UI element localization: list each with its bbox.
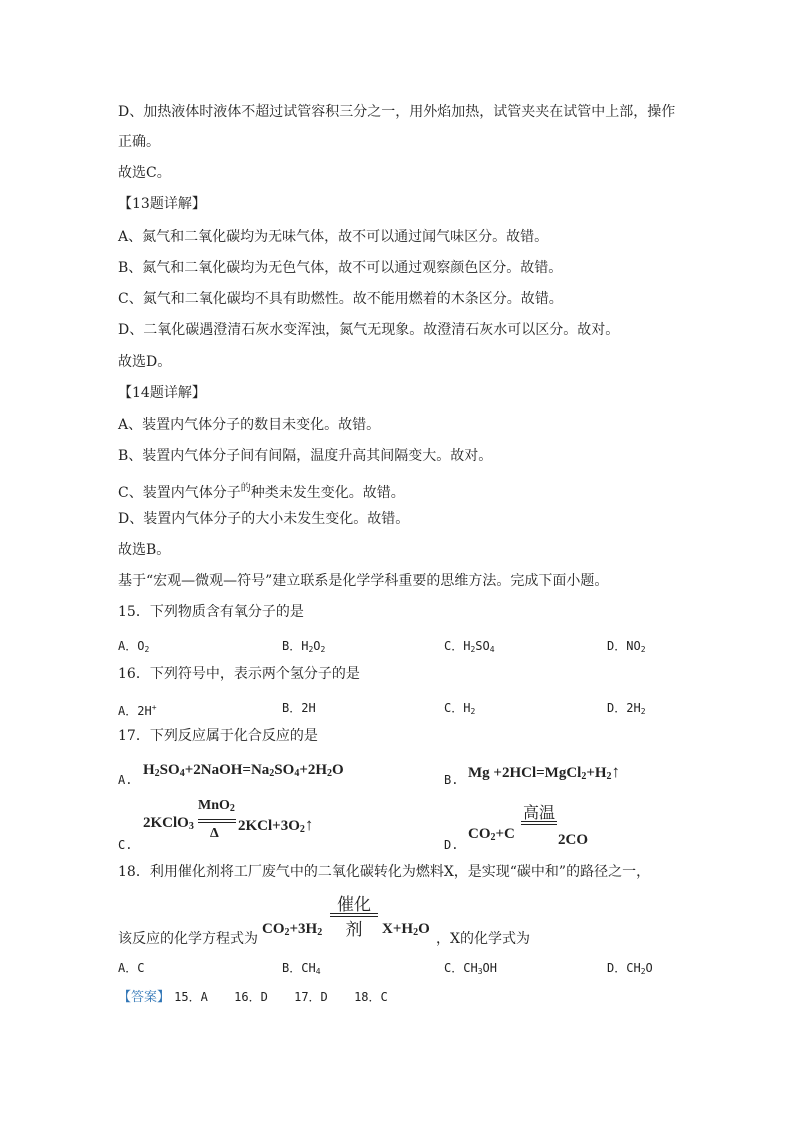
superscript: + bbox=[151, 703, 157, 712]
option-text: SO bbox=[475, 639, 490, 653]
subscript: 2 bbox=[269, 768, 275, 779]
formula-part: MnO bbox=[198, 798, 230, 813]
subscript: 2 bbox=[229, 803, 235, 814]
question-15: 15．下列物质含有氧分子的是 bbox=[118, 604, 304, 620]
text-line: B、装置内气体分子间有间隔，温度升高其间隔变大。故对。 bbox=[118, 448, 493, 464]
text-line bbox=[118, 479, 405, 503]
text-line: D、装置内气体分子的大小未发生变化。故错。 bbox=[118, 511, 410, 527]
subscript: 2 bbox=[284, 927, 290, 938]
option-text: O bbox=[645, 961, 653, 975]
q18-option-c bbox=[444, 960, 497, 980]
formula-part: +H bbox=[586, 765, 607, 781]
q15-option-b bbox=[282, 638, 325, 658]
formula-part: SO bbox=[159, 762, 180, 778]
answer-item: 17．D bbox=[294, 990, 328, 1004]
q17-option-c-left bbox=[143, 815, 194, 832]
subscript: 2 bbox=[317, 927, 323, 938]
formula-part: 2KClO bbox=[143, 815, 189, 831]
q16-option-a bbox=[118, 700, 157, 719]
text-line: B、氮气和二氧化碳均为无色气体，故不可以通过观察颜色区分。故错。 bbox=[118, 260, 563, 276]
q17-option-c-catalyst bbox=[198, 798, 235, 814]
formula-part: +2NaOH=Na bbox=[184, 762, 270, 778]
option-text: D．NO bbox=[607, 639, 641, 653]
q15-option-d bbox=[607, 638, 646, 658]
formula-part: 2KCl+3O bbox=[238, 818, 300, 834]
formula-part: +C bbox=[495, 826, 515, 842]
question-18: 18．利用催化剂将工厂废气中的二氧化碳转化为燃料X，是实现“碳中和”的路径之一， bbox=[118, 864, 651, 880]
q17-option-a-equation bbox=[143, 762, 344, 779]
subscript: 2 bbox=[413, 927, 419, 938]
subscript: 2 bbox=[581, 771, 587, 782]
formula-part: CO bbox=[468, 826, 491, 842]
formula-part: SO bbox=[274, 762, 295, 778]
formula-part: H bbox=[143, 762, 155, 778]
q17-option-d-right: 2CO bbox=[558, 832, 588, 848]
answer-item: 15．A bbox=[174, 990, 208, 1004]
option-text: A．2H bbox=[118, 704, 152, 718]
formula-part: O bbox=[332, 762, 344, 778]
subscript: 2 bbox=[640, 967, 646, 976]
subscript: 4 bbox=[489, 645, 495, 654]
q18-equation-right bbox=[382, 921, 430, 938]
question-17: 17．下列反应属于化合反应的是 bbox=[118, 728, 318, 744]
q18-equation-left bbox=[262, 921, 322, 938]
text-line: 该反应的化学方程式为 bbox=[118, 931, 258, 947]
q18-option-b bbox=[282, 960, 321, 980]
equals-bar-top bbox=[521, 821, 557, 822]
subscript: 2 bbox=[154, 768, 160, 779]
subscript: 2 bbox=[144, 645, 150, 654]
subscript: 2 bbox=[327, 768, 333, 779]
equals-bar-bottom bbox=[521, 824, 557, 825]
option-text: D．2H bbox=[607, 701, 641, 715]
q16-option-c bbox=[444, 700, 475, 720]
equals-bar-top bbox=[330, 913, 378, 914]
q17-option-d-label: D. bbox=[444, 838, 459, 852]
section-heading-q14: 【14题详解】 bbox=[118, 385, 206, 401]
equals-bar-bottom bbox=[198, 822, 236, 823]
q17-option-c-right bbox=[238, 815, 313, 835]
answer-line bbox=[118, 987, 388, 1008]
option-text: C．CH bbox=[444, 961, 478, 975]
option-text: D．CH bbox=[607, 961, 641, 975]
text-fragment: C、装置内气体分子 bbox=[118, 485, 241, 501]
subscript: 2 bbox=[640, 645, 646, 654]
option-text: C．H bbox=[444, 701, 471, 715]
text-line: 故选C。 bbox=[118, 165, 171, 181]
text-line: 故选D。 bbox=[118, 354, 172, 370]
option-text: B．CH bbox=[282, 961, 316, 975]
option-text: A．C bbox=[118, 961, 145, 975]
subscript: 2 bbox=[490, 832, 496, 843]
text-fragment: 种类未发生变化。故错。 bbox=[250, 485, 405, 501]
text-line: ，X的化学式为 bbox=[436, 931, 530, 947]
section-heading-q13: 【13题详解】 bbox=[118, 196, 206, 212]
subscript: 4 bbox=[294, 768, 300, 779]
heat-symbol: Δ bbox=[210, 826, 219, 841]
text-line: 故选B。 bbox=[118, 542, 171, 558]
q15-option-a bbox=[118, 638, 149, 658]
answer-label: 【答案】 bbox=[118, 990, 171, 1005]
text-line: A、装置内气体分子的数目未变化。故错。 bbox=[118, 417, 381, 433]
subscript: 2 bbox=[320, 645, 326, 654]
q17-option-b-equation bbox=[468, 762, 620, 782]
text-line: D、加热液体时液体不超过试管容积三分之一，用外焰加热，试管夹夹在试管中上部，操作 bbox=[118, 104, 676, 120]
q18-option-d bbox=[607, 960, 653, 980]
formula-part: CO bbox=[262, 921, 285, 937]
option-text: B．2H bbox=[282, 701, 316, 715]
q16-option-b bbox=[282, 700, 316, 716]
option-text: OH bbox=[482, 961, 497, 975]
subscript: 2 bbox=[470, 645, 476, 654]
q17-option-d-left bbox=[468, 826, 515, 843]
equals-bar-bottom bbox=[330, 916, 378, 917]
text-line: 正确。 bbox=[118, 134, 160, 150]
text-line: A、氮气和二氧化碳均为无味气体，故不可以通过闻气味区分。故错。 bbox=[118, 229, 549, 245]
subscript: 2 bbox=[308, 645, 314, 654]
equals-bar-top bbox=[198, 819, 236, 820]
text-fragment: 的 bbox=[240, 483, 251, 494]
subscript: 4 bbox=[315, 967, 321, 976]
subscript: 2 bbox=[640, 707, 646, 716]
q17-option-c-label: C. bbox=[118, 838, 133, 852]
catalyst-condition: 催化剂 bbox=[337, 895, 371, 940]
text-line: 基于“宏观—微观—符号”建立联系是化学学科重要的思维方法。完成下面小题。 bbox=[118, 573, 609, 589]
q15-option-c bbox=[444, 638, 495, 658]
subscript: 2 bbox=[606, 771, 612, 782]
high-temperature-condition: 高温 bbox=[522, 803, 555, 822]
text-line: D、二氧化碳遇澄清石灰水变浑浊，氮气无现象。故澄清石灰水可以区分。故对。 bbox=[118, 322, 620, 338]
subscript: 3 bbox=[188, 821, 194, 832]
subscript: 2 bbox=[299, 824, 305, 835]
subscript: 4 bbox=[179, 768, 185, 779]
formula-part: O bbox=[418, 921, 430, 937]
option-text: C．H bbox=[444, 639, 471, 653]
formula-part: +3H bbox=[289, 921, 318, 937]
option-text: A．O bbox=[118, 639, 145, 653]
option-text: O bbox=[313, 639, 321, 653]
option-text: B．H bbox=[282, 639, 309, 653]
formula-part: Mg +2HCl=MgCl bbox=[468, 765, 582, 781]
subscript: 2 bbox=[470, 707, 476, 716]
subscript: 3 bbox=[477, 967, 483, 976]
q17-option-a-label: A. bbox=[118, 773, 133, 787]
formula-part: +2H bbox=[299, 762, 328, 778]
question-16: 16．下列符号中，表示两个氢分子的是 bbox=[118, 666, 360, 682]
gas-arrow: ↑ bbox=[304, 815, 314, 834]
text-line: C、氮气和二氧化碳均不具有助燃性。故不能用燃着的木条区分。故错。 bbox=[118, 291, 563, 307]
answer-item: 18．C bbox=[354, 990, 388, 1004]
formula-part: X+H bbox=[382, 921, 414, 937]
q18-option-a bbox=[118, 960, 144, 976]
answer-item: 16．D bbox=[234, 990, 268, 1004]
gas-arrow: ↑ bbox=[611, 762, 621, 781]
q16-option-d bbox=[607, 700, 646, 720]
q17-option-b-label: B. bbox=[444, 773, 459, 787]
